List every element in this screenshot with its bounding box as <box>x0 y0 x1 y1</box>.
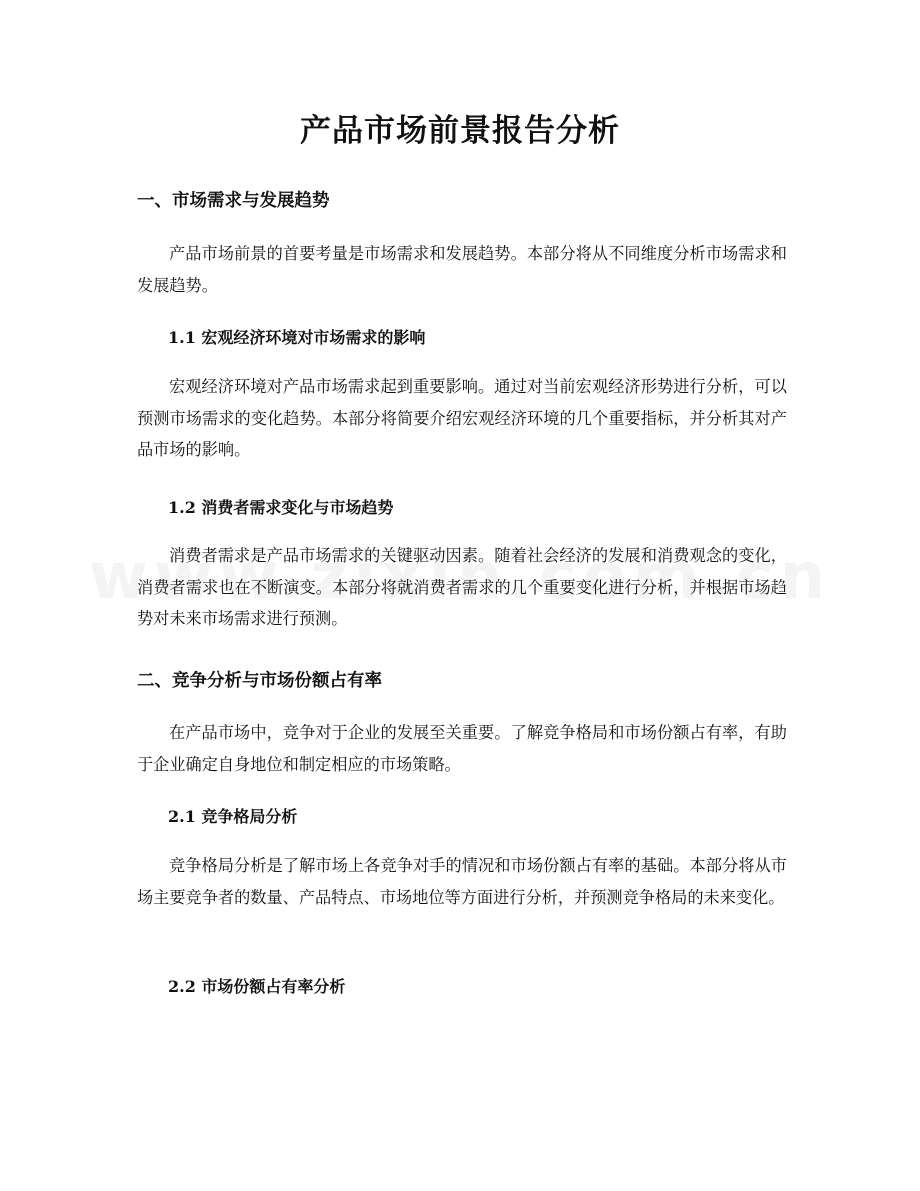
subsection-2-1-heading: 2.1 竞争格局分析 <box>168 807 298 826</box>
document-title: 产品市场前景报告分析 <box>300 113 620 149</box>
subsection-1-2-body: 消费者需求是产品市场需求的关键驱动因素。随着社会经济的发展和消费观念的变化，消费者需求也在不断演变。本部分将就消费者需求的几个重要变化进行分析，并根据市场趋势对未来市场需求进行预测。 <box>137 546 787 628</box>
subsection-2-1-body: 竞争格局分析是了解市场上各竞争对手的情况和市场份额占有率的基础。本部分将从市场主要竞争者的数量、产品特点、市场地位等方面进行分析，并预测竞争格局的未来变化。 <box>137 856 787 907</box>
subsection-1-1-body: 宏观经济环境对产品市场需求起到重要影响。通过对当前宏观经济形势进行分析，可以预测市场需求的变化趋势。本部分将简要介绍宏观经济环境的几个重要指标，并分析其对产品市场的影响。 <box>137 377 787 459</box>
subsection-2-2-heading: 2.2 市场份额占有率分析 <box>168 977 346 996</box>
section-1-heading: 一、市场需求与发展趋势 <box>137 191 330 211</box>
subsection-1-1-heading: 1.1 宏观经济环境对市场需求的影响 <box>168 328 426 347</box>
section-2-intro: 在产品市场中，竞争对于企业的发展至关重要。了解竞争格局和市场份额占有率，有助于企业确定自身地位和制定相应的市场策略。 <box>137 723 787 774</box>
subsection-1-2-heading: 1.2 消费者需求变化与市场趋势 <box>168 498 394 517</box>
section-1-intro: 产品市场前景的首要考量是市场需求和发展趋势。本部分将从不同维度分析市场需求和发展趋势。 <box>137 244 787 295</box>
section-2-heading: 二、竞争分析与市场份额占有率 <box>137 671 382 691</box>
